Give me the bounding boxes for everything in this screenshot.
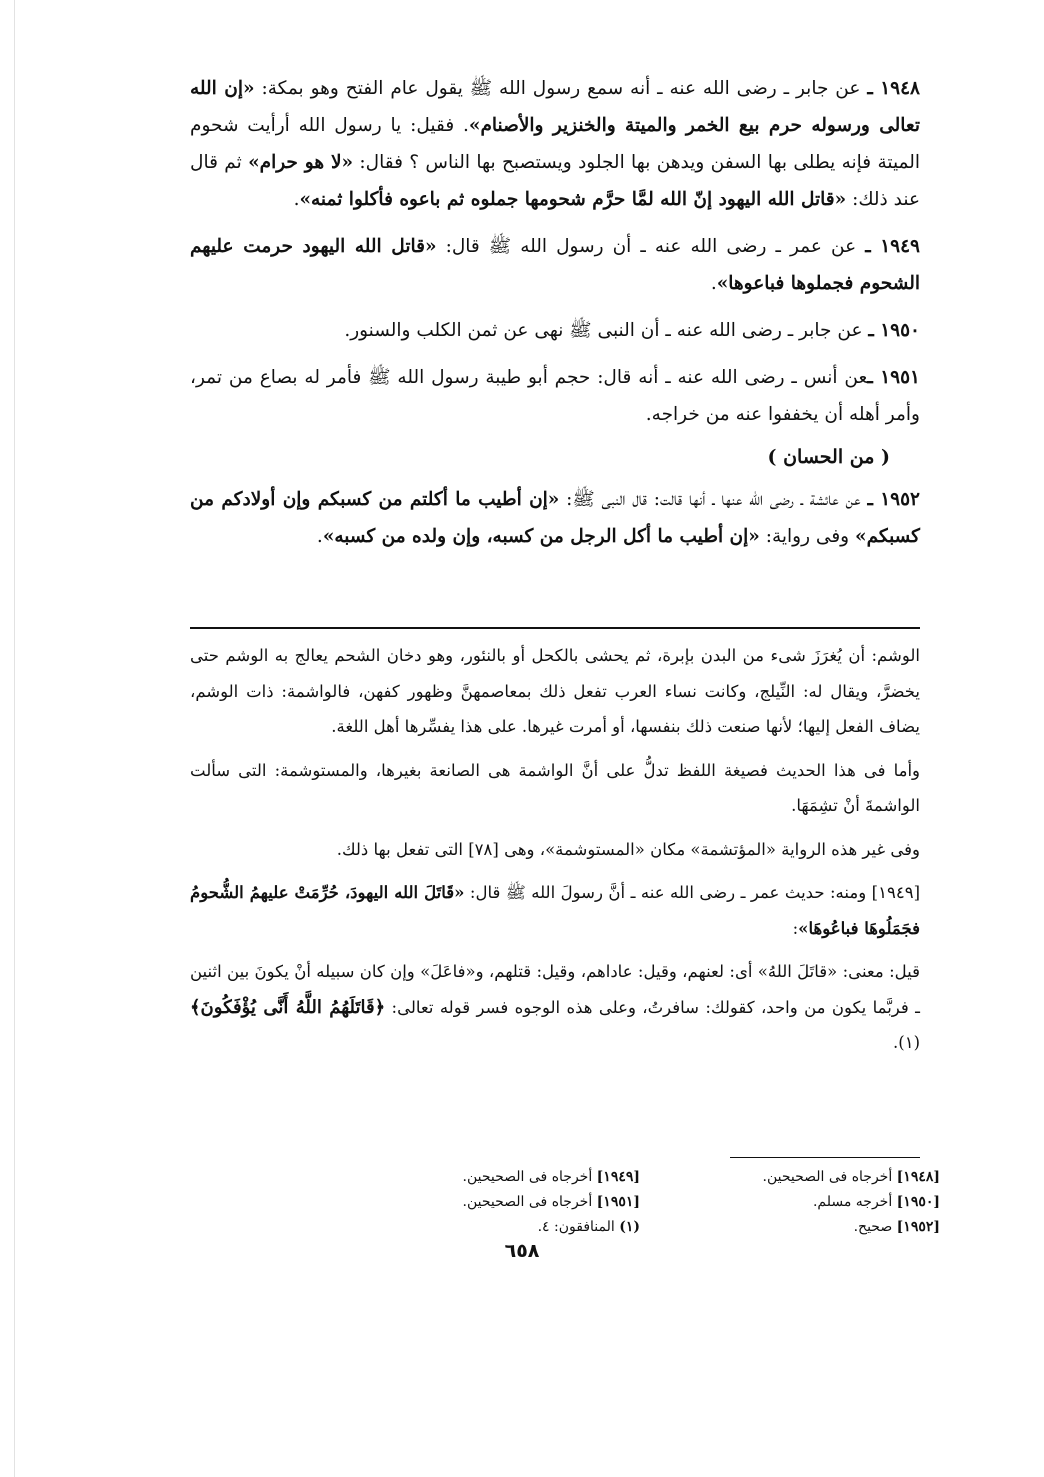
commentary	[190, 638, 920, 1069]
hadith-quote: «إن أطيب ما أكلتم من كسبكم وإن أولادكم من كسبكم»	[190, 489, 920, 547]
hadith-quote: «إن أطيب ما أكل الرجل من كسبه، وإن ولده من كسبه»	[322, 526, 760, 547]
hadith-text: .	[710, 273, 717, 294]
commentary-quote: «قَاتَلَ الله اليهودَ، حُرِّمَتْ عليهمُ الشُّحومُ فجَمَلُوهَا فباعُوهَا»	[190, 883, 920, 938]
commentary-text: :	[792, 918, 799, 938]
commentary-text: [١٩٤٩] ومنه: حديث عمر ـ رضى الله عنه ـ أنَّ رسولَ الله ﷺ قال:	[464, 883, 920, 902]
footnote-ref: [١٩٥١]	[596, 1194, 640, 1210]
hadith-text: عن جابر ـ رضى الله عنه ـ أن النبى ﷺ نهى عن ثمن الكلب والسنور.	[344, 320, 869, 341]
commentary-paragraph: وفى غير هذه الرواية «المؤتشمة» مكان «المستوشمة»، وهى [٧٨] التى تفعل بها ذلك.	[336, 839, 920, 859]
main-text	[190, 70, 920, 565]
hadith-text: عن جابر ـ رضى الله عنه ـ أنه سمع رسول الله ﷺ يقول عام الفتح وهو بمكة:	[254, 78, 868, 99]
hadith-text: وفى رواية:	[759, 526, 855, 547]
footnote-ref: [١٩٤٨]	[896, 1169, 940, 1185]
footnotes-right-column	[690, 1165, 940, 1240]
footnote-divider	[730, 1157, 920, 1158]
footnote-text: صحيح.	[853, 1219, 897, 1235]
footnote-text: أخرجاه فى الصحيحين.	[762, 1169, 897, 1185]
hadith-quote: «قاتل الله اليهود حرمت عليهم الشحوم فجملوها فباعوها»	[190, 236, 920, 294]
footnote	[370, 1165, 640, 1190]
commentary-paragraph	[190, 875, 920, 946]
footnote-text: أخرجاه فى الصحيحين.	[462, 1169, 597, 1185]
footnote-text: المنافقون: ٤.	[537, 1219, 620, 1235]
hadith-text: عن عمر ـ رضى الله عنه ـ أن رسول الله ﷺ قال:	[436, 236, 866, 257]
section-divider	[190, 627, 920, 629]
hadith-1951	[190, 359, 920, 433]
hadith-text: .	[316, 526, 323, 547]
quran-verse: ﴿قَاتَلَهُمُ اللَّهُ أَنَّى يُؤْفَكُونَ﴾	[190, 996, 386, 1018]
hadith-text: ثم قال عند ذلك:	[190, 152, 920, 210]
hadith-quote: «لا هو حرام»	[248, 152, 354, 173]
footnote-text: أخرجه مسلم.	[812, 1194, 897, 1210]
commentary-paragraph	[190, 954, 920, 1061]
hadith-quote: «إن الله تعالى ورسوله حرم بيع الخمر والميتة والخنزير والأصنام»	[190, 78, 920, 136]
section-heading: ( من الحسان )	[767, 446, 890, 468]
hadith-number: ١٩٤٨ ـ	[867, 78, 920, 99]
hadith-1949	[190, 228, 920, 302]
page-number: ٦٥٨	[504, 1240, 540, 1262]
hadith-text: عن أنس ـ رضى الله عنه ـ أنه قال: حجم أبو طيبة رسول الله ﷺ فأمر له بصاع من تمر، وأمر أهله أن يخففوا عنه من خراجه.	[190, 367, 920, 425]
commentary-paragraph: وأما فى هذا الحديث فصيغة اللفظ تدلُّ على أنَّ الواشمة هى الصانعة بغيرها، والمستوشمة: التى سألت الواشمةَ أنْ تشِمَهَا.	[190, 760, 920, 815]
footnote-ref: [١٩٥٢]	[896, 1219, 940, 1235]
footnote-ref: [١٩٤٩]	[596, 1169, 640, 1185]
commentary-paragraph: الوشم: أن يُغرَزَ شىء من البدن بإبرة، ثم يحشى بالكحل أو بالنئور، وهو دخان الشحم يعالج به الوشم حتى يخضرَّ، ويقال له: النِّيلج، وكانت نساء العرب تفعل ذلك بمعاصمهنَّ وظهور كفهن، فالواشمة: ذات الوشم، يضاف الفعل إليها؛ لأنها صنعت ذلك بنفسها، أو أمرت غيرها. على هذا يفسِّرها أهل اللغة.	[190, 646, 920, 736]
hadith-text: .	[293, 189, 300, 210]
footnote-ref: (١)	[619, 1219, 640, 1235]
hadith-number: ١٩٥٢ ـ	[867, 489, 920, 510]
footnote-text: أخرجاه فى الصحيحين.	[462, 1194, 597, 1210]
hadith-text: . فقيل: يا رسول الله أرأيت شحوم الميتة فإنه يطلى بها السفن ويدهن بها الجلود ويستصبح بها الناس ؟ فقال:	[190, 115, 921, 173]
footnote	[370, 1215, 640, 1240]
footnote	[690, 1190, 940, 1215]
footnote	[370, 1190, 640, 1215]
scan-edge-line	[14, 0, 15, 1477]
hadith-number: ١٩٤٩ ـ	[865, 236, 920, 257]
hadith-number: ١٩٥١ ـ	[867, 367, 920, 388]
hadith-number: ١٩٥٠ ـ	[868, 320, 920, 341]
hadith-1948	[190, 70, 920, 218]
footnotes-left-column	[370, 1165, 640, 1240]
hadith-1952	[190, 481, 920, 555]
hadith-quote: «قاتل الله اليهود إنّ الله لمَّا حرَّم شحومها جملوه ثم باعوه فأكلوا ثمنه»	[299, 189, 847, 210]
hadith-1950	[190, 312, 920, 349]
hadith-text: عن عائشة ـ رضى الله عنها ـ أنها قالت: قال النبى ﷺ:	[559, 489, 868, 510]
commentary-text: (١).	[893, 1033, 920, 1052]
footnote	[690, 1165, 940, 1190]
footnote	[690, 1215, 940, 1240]
footnote-ref: [١٩٥٠]	[896, 1194, 940, 1210]
commentary-text: قيل: معنى: «قاتَلَ اللهُ» أى: لعنهم، وقيل: عاداهم، وقيل: قتلهم، و«فاعَلَ» وإن كان سبيله أنْ يكونَ بين اثنين ـ فربَّما يكون من واحد، كقولك: سافرتُ، وعلى هذه الوجوه فسر قوله تعالى:	[190, 962, 920, 1017]
